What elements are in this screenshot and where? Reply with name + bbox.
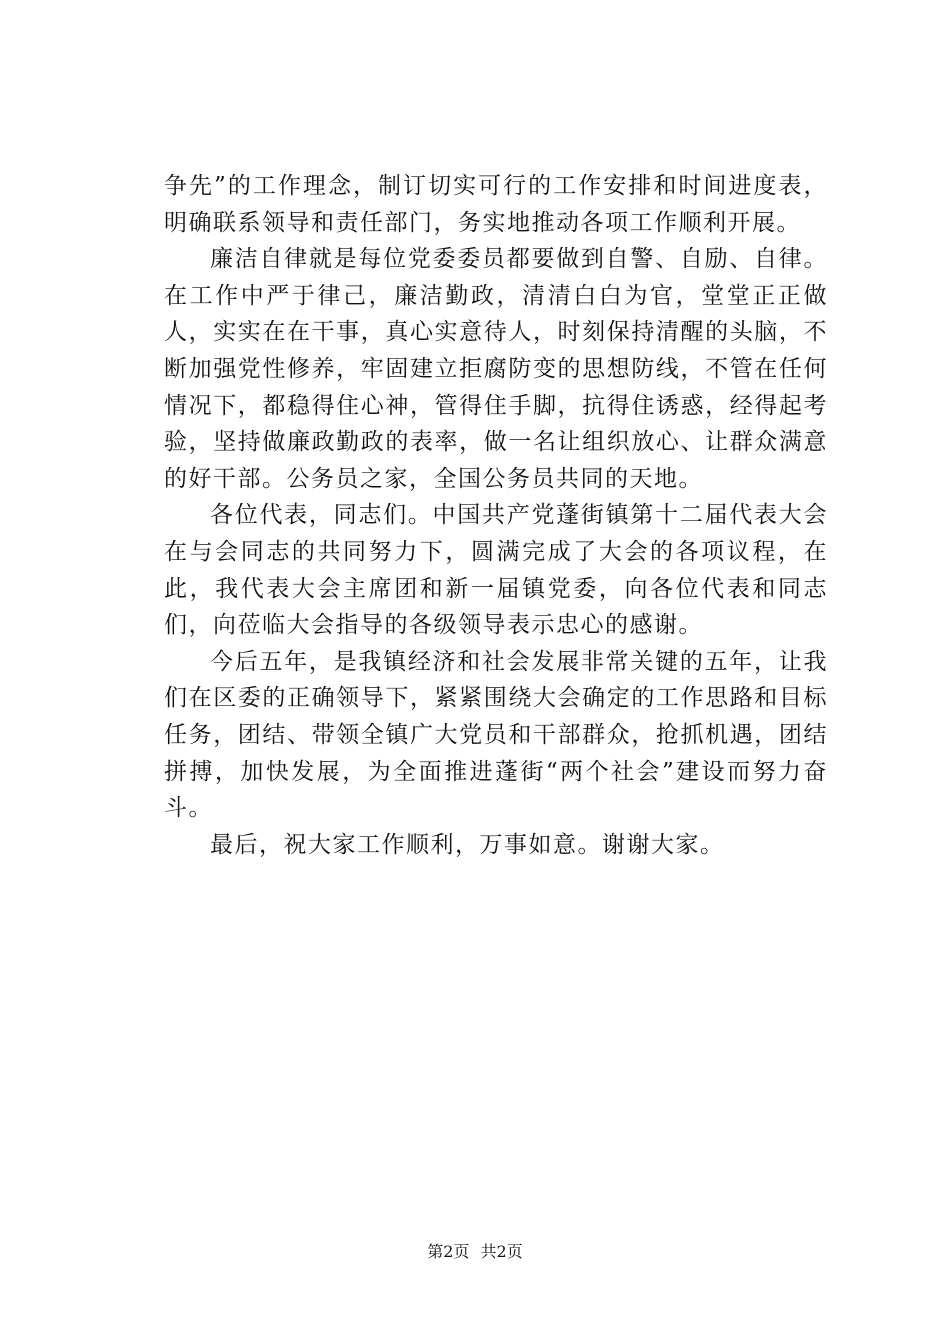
- paragraph-3: 各位代表，同志们。中国共产党蓬街镇第十二届代表大会在与会同志的共同努力下，圆满完成了大会的各项议程，在此，我代表大会主席团和新一届镇党委，向各位代表和同志们，向莅临大会指导的各级领导表示忠心的感谢。: [164, 502, 828, 639]
- document-body: [164, 168, 828, 863]
- paragraph-2: 廉洁自律就是每位党委委员都要做到自警、自励、自律。在工作中严于律己，廉洁勤政，清清白白为官，堂堂正正做人，实实在在干事，真心实意待人，时刻保持清醒的头脑，不断加强党性修养，牢固建立拒腐防变的思想防线，不管在任何情况下，都稳得住心神，管得住手脚，抗得住诱惑，经得起考验，坚持做廉政勤政的表率，做一名让组织放心、让群众满意的好干部。公务员之家，全国公务员共同的天地。: [164, 246, 828, 492]
- page-number-total: 共2页: [480, 1242, 523, 1261]
- page-number-current: 第2页: [427, 1242, 470, 1261]
- paragraph-4: 今后五年，是我镇经济和社会发展非常关键的五年，让我们在区委的正确领导下，紧紧围绕大会确定的工作思路和目标任务，团结、带领全镇广大党员和干部群众，抢抓机遇，团结拼搏，加快发展，为全面推进蓬街“两个社会”建设而努力奋斗。: [164, 648, 828, 822]
- paragraph-1: 争先”的工作理念，制订切实可行的工作安排和时间进度表，明确联系领导和责任部门，务实地推动各项工作顺利开展。: [164, 173, 828, 236]
- paragraph-5: 最后，祝大家工作顺利，万事如意。谢谢大家。: [210, 831, 725, 858]
- page-footer: [0, 1242, 950, 1262]
